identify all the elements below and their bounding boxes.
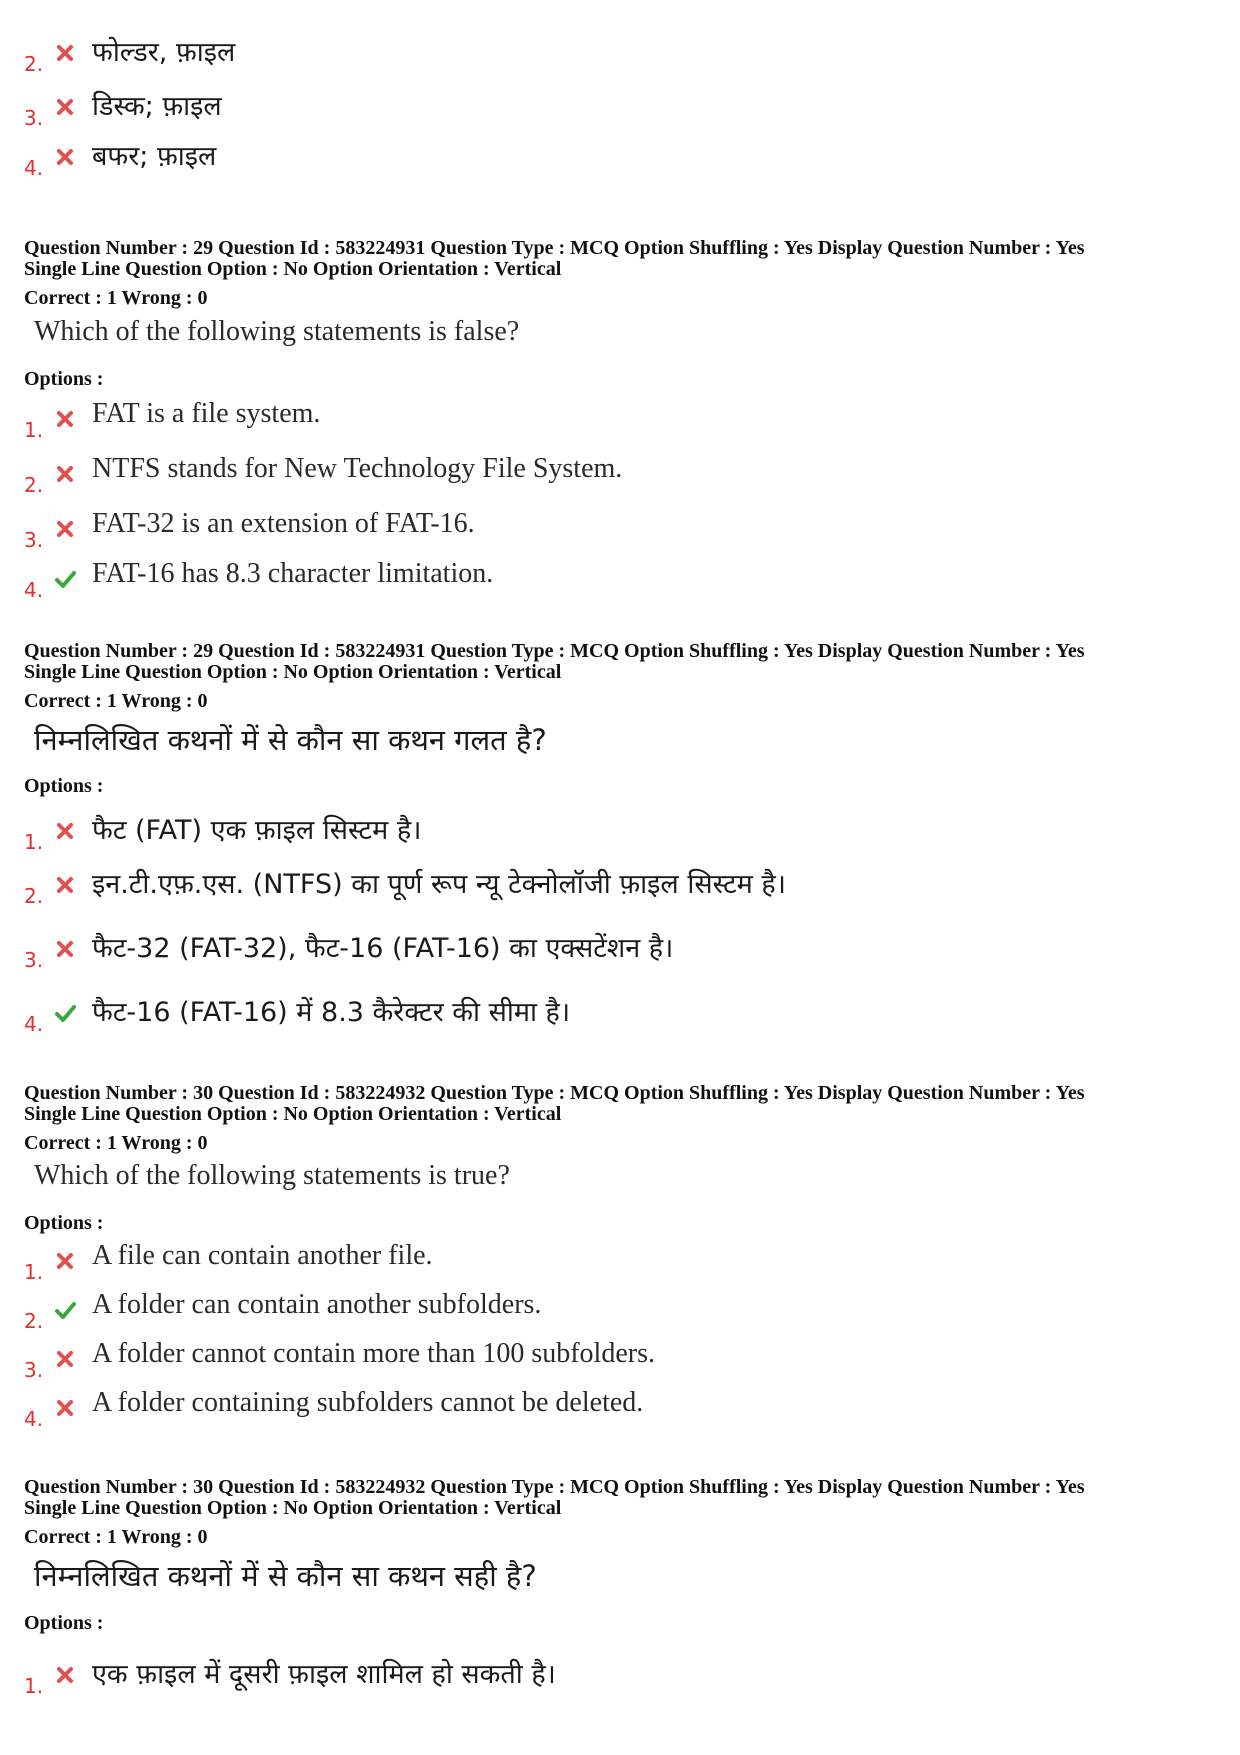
option-3 <box>24 1336 1204 1384</box>
option-number: 2. <box>24 473 44 497</box>
question-marks: Correct : 1 Wrong : 0 <box>24 690 208 712</box>
option-3 <box>24 506 1204 554</box>
cross-icon <box>54 42 76 64</box>
options-label: Options : <box>24 368 104 390</box>
option-text: इन.टी.एफ़.एस. (NTFS) का पूर्ण रूप न्यू टेक्नोलॉजी फ़ाइल सिस्टम है। <box>92 869 786 900</box>
question-meta-line1: Question Number : 29 Question Id : 583224931 Question Type : MCQ Option Shuffling : Yes Display Question Number : Yes <box>24 640 1085 662</box>
option-text: डिस्क; फ़ाइल <box>92 91 222 122</box>
cross-icon <box>54 874 76 896</box>
option-text: फैट (FAT) एक फ़ाइल सिस्टम है। <box>92 815 422 846</box>
option-text: बफर; फ़ाइल <box>92 141 217 172</box>
option-1 <box>24 1652 1204 1700</box>
option-4 <box>24 990 1204 1038</box>
cross-icon <box>54 146 76 168</box>
option-2 <box>24 862 1204 910</box>
option-text: FAT is a file system. <box>92 398 321 429</box>
option-number: 4. <box>24 1012 44 1036</box>
option-3 <box>24 926 1204 974</box>
cross-icon <box>54 1250 76 1272</box>
option-number: 1. <box>24 830 44 854</box>
option-text: एक फ़ाइल में दूसरी फ़ाइल शामिल हो सकती है। <box>92 1659 556 1690</box>
option-2 <box>24 451 1204 499</box>
cross-icon <box>54 1397 76 1419</box>
check-icon <box>54 1002 76 1024</box>
cross-icon <box>54 463 76 485</box>
question-meta-line2: Single Line Question Option : No Option Orientation : Vertical <box>24 1103 562 1125</box>
option-number: 3. <box>24 106 44 130</box>
check-icon <box>54 1299 76 1321</box>
question-marks: Correct : 1 Wrong : 0 <box>24 287 208 309</box>
question-meta-line2: Single Line Question Option : No Option Orientation : Vertical <box>24 258 562 280</box>
option-number: 1. <box>24 1260 44 1284</box>
question-text: निम्नलिखित कथनों में से कौन सा कथन सही है? <box>34 1559 537 1593</box>
question-meta-line1: Question Number : 29 Question Id : 583224931 Question Type : MCQ Option Shuffling : Yes Display Question Number : Yes <box>24 237 1085 259</box>
option-number: 3. <box>24 528 44 552</box>
options-label: Options : <box>24 1612 104 1634</box>
options-label: Options : <box>24 1212 104 1234</box>
question-meta-line2: Single Line Question Option : No Option Orientation : Vertical <box>24 1497 562 1519</box>
option-text: A file can contain another file. <box>92 1240 433 1271</box>
option-4 <box>24 556 1204 604</box>
option-4 <box>24 1385 1204 1433</box>
option-number: 4. <box>24 156 44 180</box>
carry-option-3 <box>24 84 1204 132</box>
option-2 <box>24 1287 1204 1335</box>
option-number: 2. <box>24 52 44 76</box>
option-text: A folder can contain another subfolders. <box>92 1289 542 1320</box>
option-text: फोल्डर, फ़ाइल <box>92 37 236 68</box>
option-1 <box>24 808 1204 856</box>
option-number: 4. <box>24 578 44 602</box>
question-meta-line1: Question Number : 30 Question Id : 583224932 Question Type : MCQ Option Shuffling : Yes Display Question Number : Yes <box>24 1476 1085 1498</box>
option-number: 1. <box>24 418 44 442</box>
option-1 <box>24 396 1204 444</box>
cross-icon <box>54 1348 76 1370</box>
cross-icon <box>54 408 76 430</box>
option-number: 3. <box>24 1358 44 1382</box>
option-number: 1. <box>24 1674 44 1698</box>
option-number: 3. <box>24 948 44 972</box>
question-text: Which of the following statements is false? <box>34 316 520 347</box>
cross-icon <box>54 1664 76 1686</box>
option-text: A folder containing subfolders cannot be deleted. <box>92 1387 644 1418</box>
carry-option-4 <box>24 134 1204 182</box>
question-meta-line1: Question Number : 30 Question Id : 583224932 Question Type : MCQ Option Shuffling : Yes Display Question Number : Yes <box>24 1082 1085 1104</box>
option-text: FAT-32 is an extension of FAT-16. <box>92 508 475 539</box>
carry-option-2 <box>24 30 1204 78</box>
option-number: 4. <box>24 1407 44 1431</box>
option-text: फैट-16 (FAT-16) में 8.3 कैरेक्टर की सीमा है। <box>92 997 571 1028</box>
question-text: निम्नलिखित कथनों में से कौन सा कथन गलत है? <box>34 723 547 757</box>
option-number: 2. <box>24 884 44 908</box>
option-text: फैट-32 (FAT-32), फैट-16 (FAT-16) का एक्सटेंशन है। <box>92 933 674 964</box>
question-text: Which of the following statements is true? <box>34 1160 510 1191</box>
option-text: FAT-16 has 8.3 character limitation. <box>92 558 494 589</box>
question-marks: Correct : 1 Wrong : 0 <box>24 1526 208 1548</box>
cross-icon <box>54 938 76 960</box>
option-number: 2. <box>24 1309 44 1333</box>
question-meta-line2: Single Line Question Option : No Option Orientation : Vertical <box>24 661 562 683</box>
cross-icon <box>54 518 76 540</box>
cross-icon <box>54 96 76 118</box>
option-text: A folder cannot contain more than 100 subfolders. <box>92 1338 655 1369</box>
option-1 <box>24 1238 1204 1286</box>
options-label: Options : <box>24 775 104 797</box>
cross-icon <box>54 820 76 842</box>
option-text: NTFS stands for New Technology File System. <box>92 453 623 484</box>
question-marks: Correct : 1 Wrong : 0 <box>24 1132 208 1154</box>
check-icon <box>54 568 76 590</box>
